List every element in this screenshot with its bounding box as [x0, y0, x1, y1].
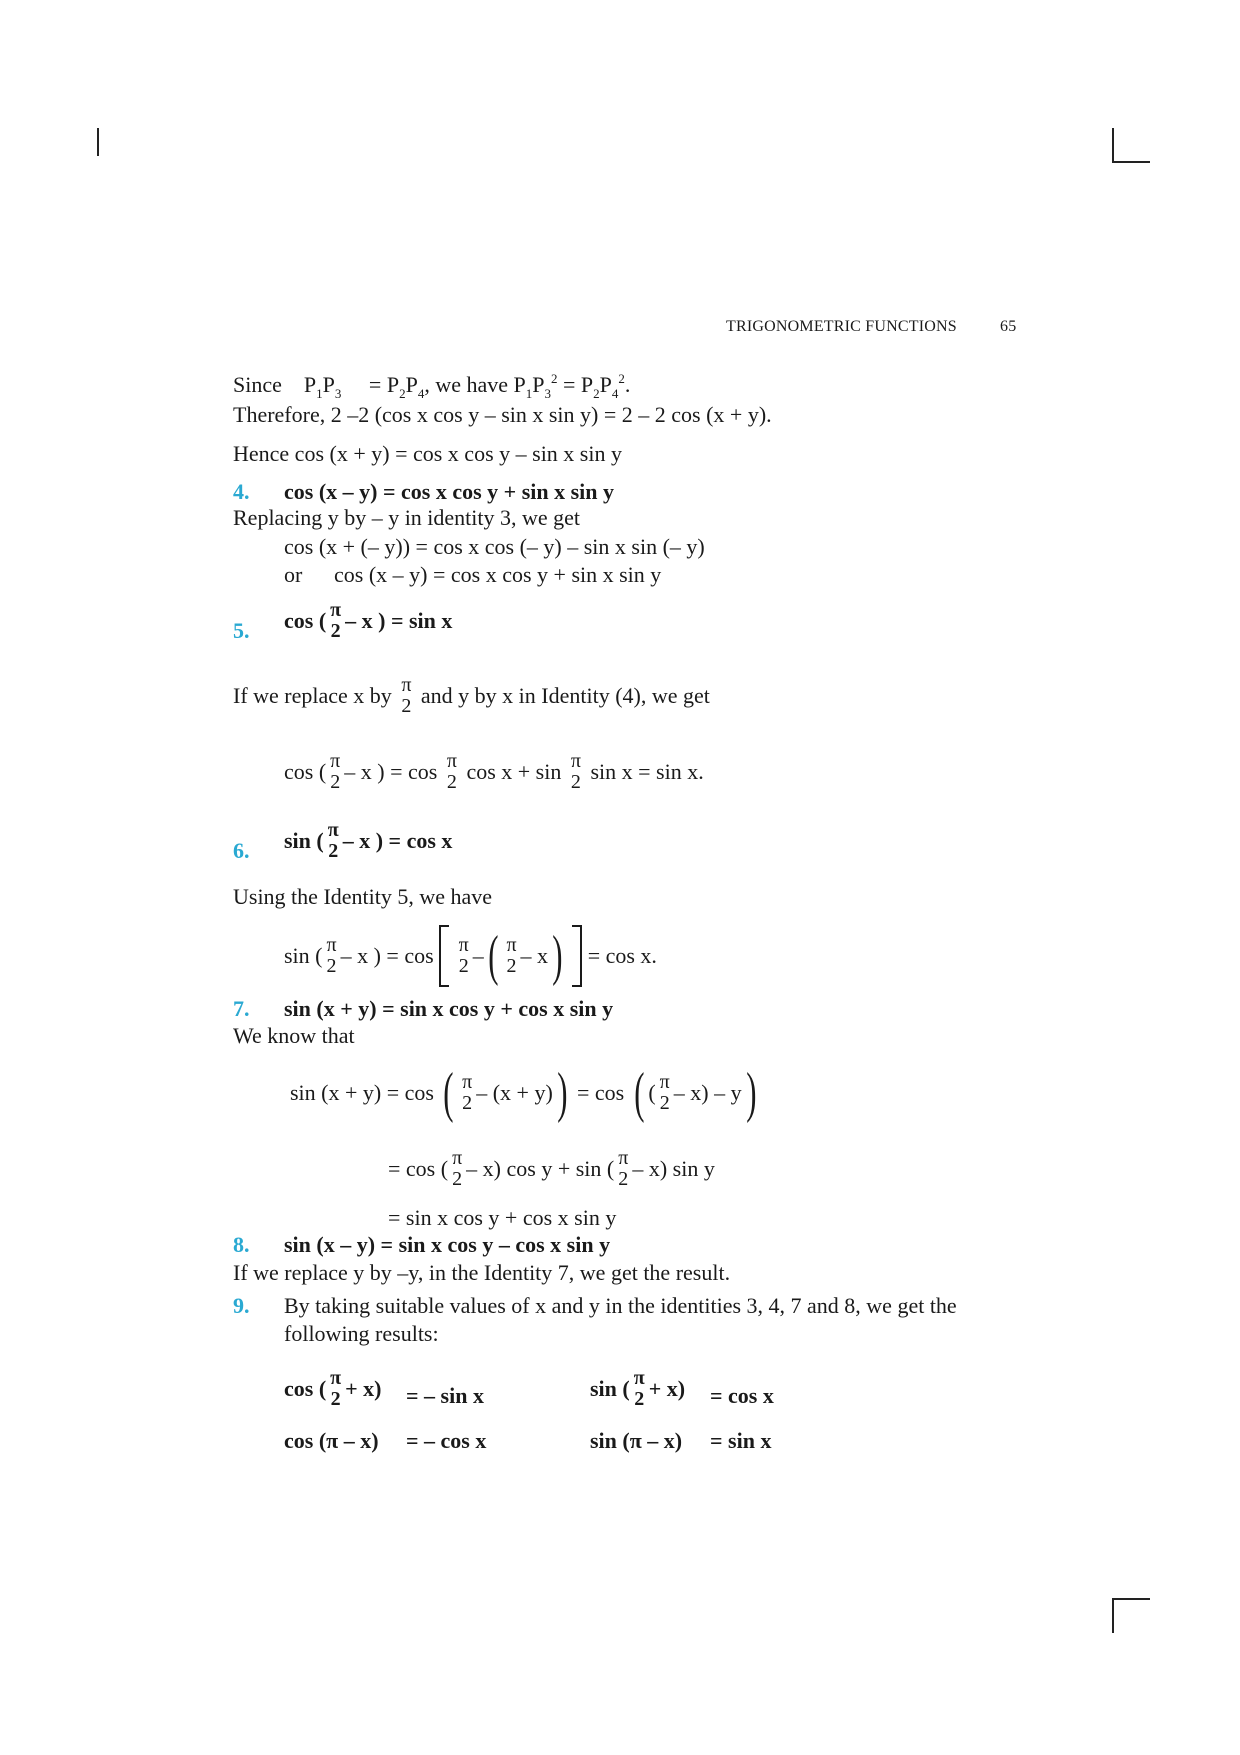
item-number-9: 9. [233, 1293, 250, 1318]
result-sin-pi2-plus-x: sin ( π 2 + x) [590, 1367, 686, 1410]
item5-derivation: cos ( π 2 – x ) = cos π 2 cos x + sin π 2 sin x = sin x. [284, 750, 704, 793]
item-number-5: 5. [233, 618, 250, 643]
crop-mark [1112, 1598, 1114, 1633]
item7-text: We know that [233, 1023, 355, 1048]
item7-derivation-1: sin (x + y) = cos ( π 2 – (x + y)) = cos ( ( π 2 – x) – y) [290, 1062, 757, 1124]
crop-mark [1114, 1598, 1150, 1600]
item-number-4: 4. [233, 479, 250, 504]
crop-mark [97, 128, 99, 156]
item8-text: If we replace y by –y, in the Identity 7, we get the result. [233, 1260, 731, 1285]
item5-text: If we replace x by π 2 and y by x in Identity (4), we get [233, 674, 710, 717]
item4-eq2: cos (x – y) = cos x cos y + sin x sin y [334, 562, 662, 587]
identity-4: cos (x – y) = cos x cos y + sin x sin y [284, 479, 615, 504]
item4-or: or [284, 562, 303, 587]
result-sin-pi-minus-x: sin (π – x) [590, 1428, 683, 1453]
running-header: TRIGONOMETRIC FUNCTIONS [726, 318, 957, 335]
therefore-line: Therefore, 2 –2 (cos x cos y – sin x sin y) = 2 – 2 cos (x + y). [233, 402, 772, 427]
result-value: = cos x [710, 1383, 774, 1408]
crop-mark [1112, 128, 1114, 163]
item9-text-2: following results: [284, 1321, 439, 1346]
item7-derivation-2: = cos ( π 2 – x) cos y + sin ( π 2 – x) sin y [388, 1147, 715, 1190]
page-number: 65 [1000, 318, 1017, 335]
result-value: = – sin x [406, 1383, 484, 1408]
hence-line: Hence cos (x + y) = cos x cos y – sin x sin y [233, 441, 622, 466]
crop-mark [1114, 161, 1150, 163]
item-number-6: 6. [233, 838, 250, 863]
identity-8: sin (x – y) = sin x cos y – cos x sin y [284, 1232, 611, 1257]
result-cos-pi2-plus-x: cos ( π 2 + x) [284, 1367, 382, 1410]
since-line: Since $P_1P_3$ = $P_2P_4$, we have $P_1P_3^2 = P_2P_4^2$. [233, 371, 631, 401]
item-number-8: 8. [233, 1232, 250, 1257]
identity-7: sin (x + y) = sin x cos y + cos x sin y [284, 996, 614, 1021]
item4-text: Replacing y by – y in identity 3, we get [233, 505, 581, 530]
item9-text-1: By taking suitable values of x and y in the identities 3, 4, 7 and 8, we get the [284, 1293, 957, 1318]
item4-eq1: cos (x + (– y)) = cos x cos (– y) – sin x sin (– y) [284, 534, 705, 559]
identity-6: sin ( π 2 – x ) = cos x [284, 819, 453, 862]
item6-derivation: sin ( π 2 – x ) = cos π 2 –( π 2 – x) = cos x. [284, 925, 657, 987]
result-value: = sin x [710, 1428, 772, 1453]
result-cos-pi-minus-x: cos (π – x) [284, 1428, 379, 1453]
result-value: = – cos x [406, 1428, 487, 1453]
identity-5: cos ( π 2 – x ) = sin x [284, 599, 453, 642]
item-number-7: 7. [233, 996, 250, 1021]
item7-derivation-3: = sin x cos y + cos x sin y [388, 1205, 617, 1230]
item6-text: Using the Identity 5, we have [233, 884, 493, 909]
